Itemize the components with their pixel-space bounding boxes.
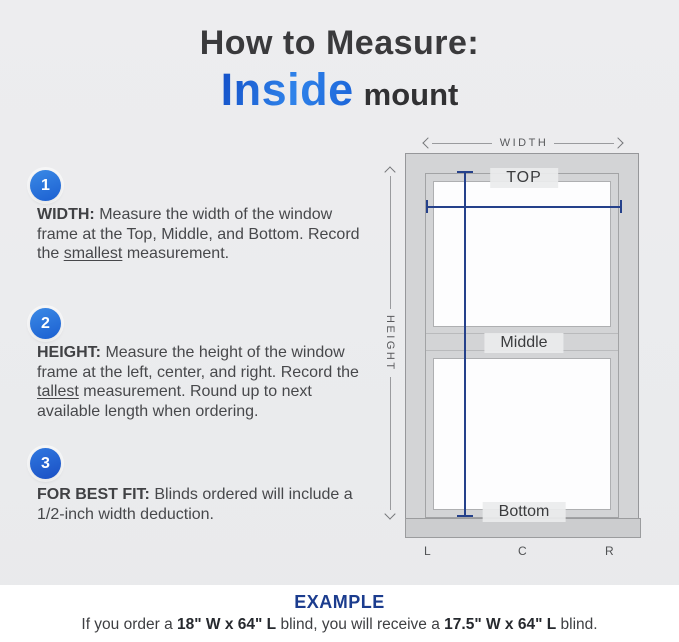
step-1-label: WIDTH: xyxy=(37,206,95,223)
arrow-line xyxy=(390,176,391,309)
window-bottom-sash xyxy=(433,358,611,510)
arrow-up-icon xyxy=(384,166,395,177)
window-top-sash xyxy=(433,181,611,327)
arrow-down-icon xyxy=(384,508,395,519)
title-highlight: Inside xyxy=(220,64,354,115)
width-measure-cap-left xyxy=(426,200,428,213)
example-prefix: If you order a xyxy=(81,616,178,633)
example-section xyxy=(0,585,679,642)
step-3-body: Blinds ordered will include a 1/2-inch width deduction. xyxy=(37,486,353,523)
label-middle: Middle xyxy=(484,333,563,353)
step-3-badge: 3 xyxy=(30,448,61,479)
width-dimension-arrow xyxy=(424,137,622,149)
example-text xyxy=(0,616,679,634)
title-suffix: mount xyxy=(363,77,459,112)
arrow-line xyxy=(554,143,614,144)
example-middle: blind, you will receive a xyxy=(276,616,445,633)
width-measure-line xyxy=(427,206,621,208)
step-3-label: FOR BEST FIT: xyxy=(37,486,150,503)
height-measure-cap-top xyxy=(457,171,473,173)
arrow-line xyxy=(432,143,492,144)
height-measure-cap-bottom xyxy=(457,515,473,517)
arrow-line xyxy=(390,377,391,510)
example-heading: EXAMPLE xyxy=(294,592,385,612)
arrow-left-icon xyxy=(422,137,433,148)
step-1-tail: measurement. xyxy=(122,245,230,262)
example-receive-size: 17.5" W x 64" L xyxy=(444,616,557,633)
example-suffix: blind. xyxy=(556,616,598,633)
arrow-right-icon xyxy=(612,137,623,148)
label-right-column: R xyxy=(605,544,614,558)
step-1-underlined: smallest xyxy=(63,245,123,262)
step-1-badge: 1 xyxy=(30,170,61,201)
label-center-column: C xyxy=(518,544,527,558)
title-line1: How to Measure: xyxy=(199,24,480,62)
height-measure-line xyxy=(464,172,466,517)
label-bottom: Bottom xyxy=(483,502,566,522)
step-3-text xyxy=(37,485,373,524)
title-line2 xyxy=(0,64,679,116)
label-top: TOP xyxy=(490,168,558,188)
page-title xyxy=(0,24,679,116)
step-1-body: Measure the width of the window frame at the Top, Middle, and Bottom. Record the xyxy=(37,206,360,262)
step-2-text xyxy=(37,343,373,421)
step-2-underlined: tallest xyxy=(37,383,79,400)
label-left-column: L xyxy=(424,544,431,558)
step-2-label: HEIGHT: xyxy=(37,344,101,361)
example-order-size: 18" W x 64" L xyxy=(177,616,277,633)
step-1-text xyxy=(37,205,373,264)
step-2-badge: 2 xyxy=(30,308,61,339)
step-2-body: Measure the height of the window frame at the left, center, and right. Record the xyxy=(37,344,359,381)
height-dimension-label: HEIGHT xyxy=(384,314,396,372)
step-2-tail: measurement. Round up to next available length when ordering. xyxy=(37,383,312,420)
height-dimension-arrow xyxy=(383,168,397,518)
width-measure-cap-right xyxy=(620,200,622,213)
width-dimension-label: WIDTH xyxy=(499,137,549,149)
